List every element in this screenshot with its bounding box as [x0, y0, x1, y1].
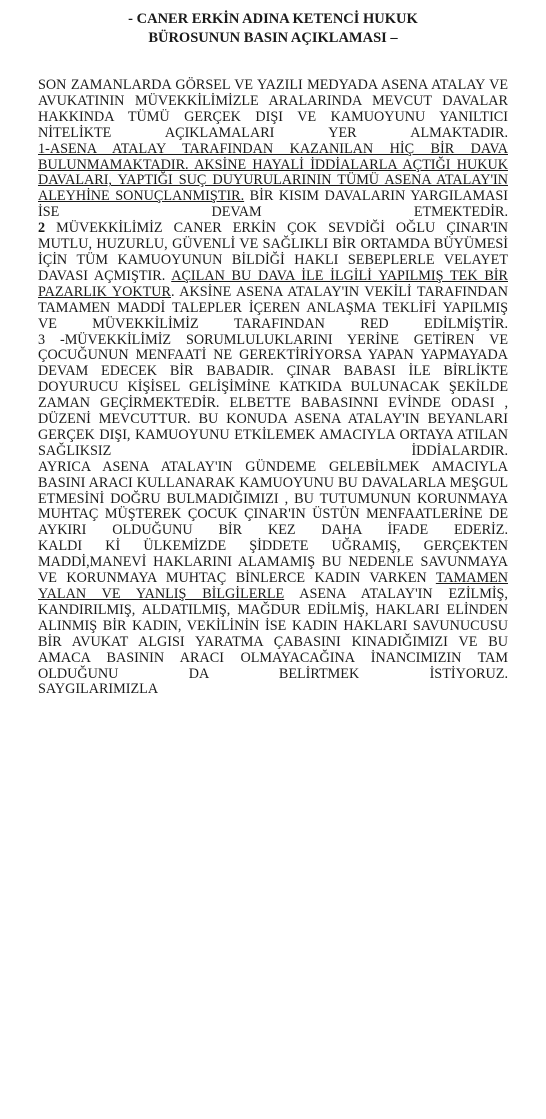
paragraph-4: AYRICA ASENA ATALAY'IN GÜNDEME GELEBİLMEK AMACIYLA BASINI ARACI KULLANARAK KAMUOYUNU BU DAVALARLA MEŞGUL ETMESİNİ DOĞRU BULMADIĞIMIZI , BU TUTUMUNUN KORUNMAYA MUHTAÇ MÜŞTEREK ÇOCUK ÇINAR'IN ÜSTÜN MENFAATLERİNE DE AYKIRI OLDUĞUNU BİR KEZ DAHA İFADE EDERİZ. [38, 458, 508, 539]
title-line-1: - CANER ERKİN ADINA KETENCİ HUKUK [128, 11, 418, 27]
paragraph-intro: SON ZAMANLARDA GÖRSEL VE YAZILI MEDYADA ASENA ATALAY VE AVUKATININ MÜVEKKİLİMİZLE ARALARINDA MEVCUT DAVALAR HAKKINDA TÜMÜ GERÇEK DIŞI VE KAMUOYUNU YANILTICI NİTELİKTE AÇIKLAMALARI YER ALMAKTADIR. [38, 77, 508, 141]
paragraph-1-rest: BİR KISIM DAVALARIN YARGILAMASI İSE DEVAM ETMEKTEDİR. [38, 188, 508, 221]
paragraph-2 [38, 221, 508, 332]
paragraph-2-text-a: MÜVEKKİLİMİZ CANER ERKİN ÇOK SEVDİĞİ OĞLU ÇINAR'IN MUTLU, HUZURLU, GÜVENLİ VE SAĞLIKLI BİR ORTAMDA BÜYÜMESİ İÇİN TÜM KAMUOYUNUN BİLDİĞİ HAKLI SEBEPLERLE VELAYET DAVASI AÇMIŞTIR. [38, 220, 508, 284]
paragraph-3: 3 -MÜVEKKİLİMİZ SORUMLULUKLARINI YERİNE GETİREN VE ÇOCUĞUNUN MENFAATİ NE GEREKTİRİYORSA YAPAN YAPMAYADA DEVAM EDECEK BİR BABADIR. ÇINAR BABASI İLE BİRLİKTE DOYURUCU KİŞİSEL GELİŞİMİNE KATKIDA BULUNACAK ŞEKİLDE ZAMAN GEÇİRMEKTEDİR. ELBETTE BABASINNI EVİNDE ODASI , DÜZENİ MEVCUTTUR. BU KONUDA ASENA ATALAY'IN BEYANLARI GERÇEK DIŞI, KAMUOYUNU ETKİLEMEK AMACIYLA ORTAYA ATILAN SAĞLIKSIZ İDDİALARDIR. [38, 331, 508, 459]
title-line-2: BÜROSUNUN BASIN AÇIKLAMASI – [148, 30, 398, 46]
paragraph-2-number: 2 [38, 220, 46, 237]
paragraph-5-text-a: KALDI Kİ ÜLKEMİZDE ŞİDDETE UĞRAMIŞ, GERÇEKTEN MADDİ,MANEVİ HAKLARINI ALAMAMIŞ BU NEDENLE SAVUNMAYA VE KORUNMAYA MUHTAÇ BİNLERCE KADIN VARKEN [38, 538, 508, 587]
paragraph-5-underlined: TAMAMEN YALAN VE YANLIŞ BİLGİLERLE [38, 570, 508, 602]
document-body [38, 78, 508, 698]
document-title [38, 10, 508, 48]
paragraph-2-text-b: . AKSİNE ASENA ATALAY'IN VEKİLİ TARAFINDAN TAMAMEN MADDİ TALEPLER İÇEREN ANLAŞMA TEKLİFİ YAPILMIŞ VE MÜVEKKİLİMİZ TARAFINDAN RED EDİLMİŞTİR. [38, 283, 508, 332]
paragraph-1-underlined: 1-ASENA ATALAY TARAFINDAN KAZANILAN HİÇ BİR DAVA BULUNMAMAKTADIR. AKSİNE HAYALİ İDDİALARLA AÇTIĞI HUKUK DAVALARI, YAPTIĞI SUÇ DUYURULARININ TÜMÜ ASENA ATALAY'IN ALEYHİNE SONUÇLANMIŞTIR. [38, 140, 508, 205]
paragraph-2-underlined: AÇILAN BU DAVA İLE İLGİLİ YAPILMIŞ TEK BİR PAZARLIK YOKTUR [38, 267, 508, 300]
closing-line: SAYGILARIMIZLA [38, 681, 159, 698]
paragraph-1 [38, 142, 508, 222]
paragraph-5 [38, 539, 508, 682]
paragraph-5-text-b: ASENA ATALAY'IN EZİLMİŞ, KANDIRILMIŞ, ALDATILMIŞ, MAĞDUR EDİLMİŞ, HAKLARI ELİNDEN ALINMIŞ BİR KADIN, VEKİLİNİN İSE KADIN HAKLARI SAVUNUCUSU BİR AVUKAT ALGISI YARATMA ÇABASINI KINADIĞIMIZI VE BU AMACA BASININ ARACI OLMAYACAĞINA İNANCIMIZIN TAM OLDUĞUNU DA BELİRTMEK İSTİYORUZ. [38, 586, 508, 682]
